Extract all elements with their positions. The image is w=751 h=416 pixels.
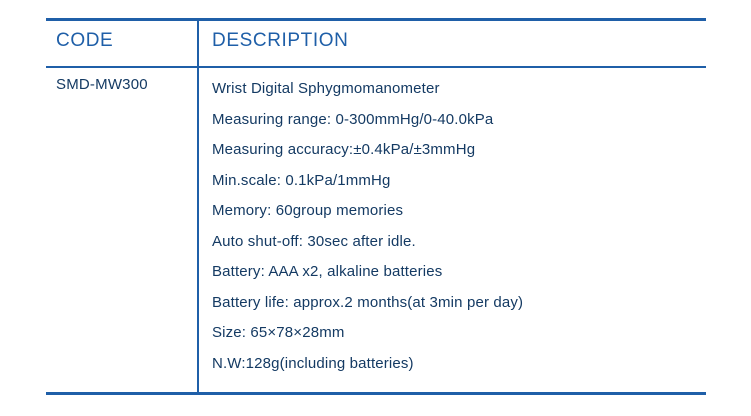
- list-item: Battery life: approx.2 months(at 3min per day): [212, 293, 524, 311]
- list-item: Wrist Digital Sphygmomanometer: [212, 80, 440, 97]
- table-bottom-border: [46, 392, 706, 395]
- list-item: Auto shut-off: 30sec after idle.: [212, 232, 416, 250]
- list-item: Battery: AAA x2, alkaline batteries: [212, 263, 443, 280]
- list-item: Memory: 60group memories: [212, 202, 404, 219]
- column-header-description: DESCRIPTION: [212, 30, 349, 51]
- list-item: Min.scale: 0.1kPa/1mmHg: [212, 171, 391, 189]
- column-header-code: CODE: [56, 30, 114, 51]
- list-item: Size: 65×78×28mm: [212, 324, 345, 341]
- list-item: N.W:128g(including batteries): [212, 354, 414, 372]
- list-item: Measuring range: 0-300mmHg/0-40.0kPa: [212, 110, 494, 128]
- table-header-row: [0, 0, 751, 51]
- list-item: Measuring accuracy:±0.4kPa/±3mmHg: [212, 141, 476, 158]
- table-column-divider: [197, 18, 199, 395]
- table-header-divider: [46, 66, 706, 68]
- product-code-value: SMD-MW300: [56, 76, 148, 93]
- product-description-list: [212, 74, 692, 379]
